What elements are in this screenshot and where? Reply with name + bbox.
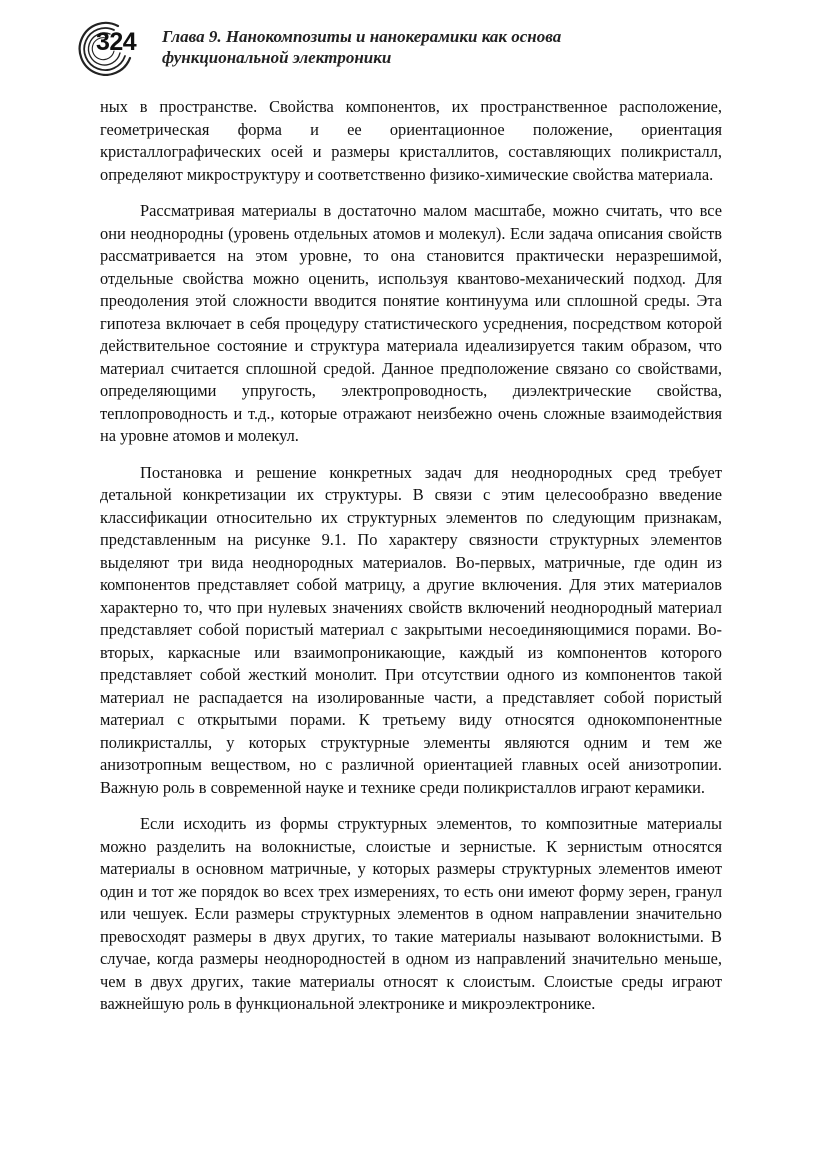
chapter-title <box>162 26 722 68</box>
page-number-emblem <box>74 20 136 76</box>
paragraph-classification: Постановка и решение конкретных задач для неоднородных сред требует детальной конкретизации их структуры. В связи с этим целесообразно введение классификации относительно их структурных элементов по следующим признакам, представленным на рисунке 9.1. По характеру связности структурных элементов выделяют три вида неоднородных материалов. Во-первых, матричные, где один из компонентов представляет собой матрицу, а другие включения. Для этих материалов характерно то, что при нулевых значениях свойств включений неоднородный материал представляет собой пористый материал с закрытыми несоединяющимися порами. Во-вторых, каркасные или взаимопроникающие, каждый из компонентов которого представляет собой жесткий монолит. При отсутствии одного из компонентов такой материал не распадается на изолированные части, а представляет собой пористый материал с открытыми порами. К третьему виду относятся однокомпонентные поликристаллы, у которых структурные элементы являются одним и тем же анизотропным веществом, но с различной ориентацией главных осей анизотропии. Важную роль в современной науке и технике среди поликристаллов играют керамики. <box>100 462 722 797</box>
paragraph-continuation: ных в пространстве. Свойства компонентов, их пространственное расположение, геометрическая форма и ее ориентационное положение, ориентация кристаллографических осей и размеры кристаллитов, составляющих поликристалл, определяют микроструктуру и соответственно физико-химические свойства материала. <box>100 97 722 184</box>
chapter-title-line-2: функциональной электроники <box>162 48 392 67</box>
page-number: 324 <box>96 28 137 56</box>
chapter-title-line-1: Глава 9. Нанокомпозиты и нанокерамики как основа <box>162 27 562 46</box>
page-header <box>74 20 754 80</box>
body-text <box>100 96 722 1030</box>
paragraph-continuum: Рассматривая материалы в достаточно малом масштабе, можно считать, что все они неоднородны (уровень отдельных атомов и молекул). Если задача описания свойств рассматривается на этом уровне, то она становится практически неразрешимой, отдельные свойства можно оценить, используя квантово-механический подход. Для преодоления этой сложности вводится понятие континуума или сплошной среды. Эта гипотеза включает в себя процедуру статистического усреднения, посредством которой действительное состояние и структура материала идеализируется таким образом, что материал считается сплошной средой. Данное предположение связано со свойствами, определяющими упругость, электропроводность, диэлектрические свойства, теплопроводность и т.д., которые отражают неизбежно очень сложные взаимодействия на уровне атомов и молекул. <box>100 201 722 445</box>
paragraph-element-shape: Если исходить из формы структурных элементов, то композитные материалы можно разделить на волокнистые, слоистые и зернистые. К зернистым относятся материалы в основном матричные, у которых размеры структурных элементов имеют один и тот же порядок во всех трех измерениях, то есть они имеют форму зерен, гранул или чешуек. Если размеры структурных элементов в одном направлении значительно превосходят размеры в двух других, то такие материалы называют волокнистыми. В случае, когда размеры неоднородностей в одном из направлений значительно меньше, чем в двух других, такие материалы относят к слоистым. Слоистые среды играют важнейшую роль в функциональной электронике и микроэлектронике. <box>100 814 722 1013</box>
